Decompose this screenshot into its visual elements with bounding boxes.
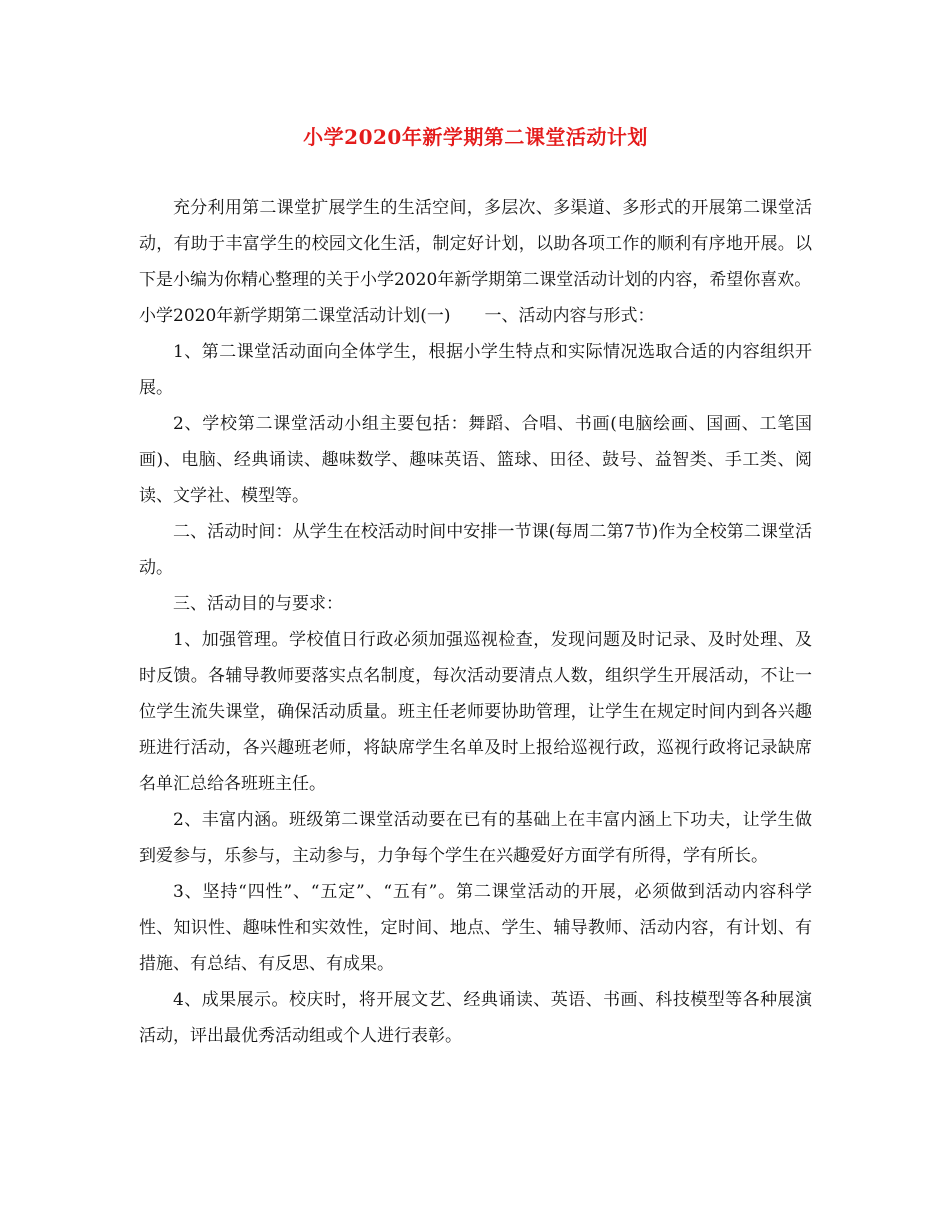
content-item-2: 2、学校第二课堂活动小组主要包括：舞蹈、合唱、书画(电脑绘画、国画、工笔国画)、电脑、经典诵读、趣味数学、趣味英语、篮球、田径、鼓号、益智类、手工类、阅读、文学社、模型等。 (139, 414, 812, 506)
document-title: 小学2020年新学期第二课堂活动计划 (303, 125, 648, 149)
section-two-time: 二、活动时间：从学生在校活动时间中安排一节课(每周二第7节)作为全校第二课堂活动。 (139, 522, 812, 578)
section-one-heading: 一、活动内容与形式： (484, 306, 655, 326)
requirement-item-2: 2、丰富内涵。班级第二课堂活动要在已有的基础上在丰富内涵上下功夫，让学生做到爱参与，乐参与，主动参与，力争每个学生在兴趣爱好方面学有所得，学有所长。 (139, 810, 812, 866)
content-item-1: 1、第二课堂活动面向全体学生，根据小学生特点和实际情况选取合适的内容组织开展。 (139, 342, 812, 398)
requirement-item-3: 3、坚持“四性”、“五定”、“五有”。第二课堂活动的开展，必须做到活动内容科学性、知识性、趣味性和实效性，定时间、地点、学生、辅导教师、活动内容，有计划、有措施、有总结、有反思、有成果。 (139, 882, 812, 974)
requirement-item-1: 1、加强管理。学校值日行政必须加强巡视检查，发现问题及时记录、及时处理、及时反馈。各辅导教师要落实点名制度，每次活动要清点人数，组织学生开展活动，不让一位学生流失课堂，确保活动质量。班主任老师要协助管理，让学生在规定时间内到各兴趣班进行活动，各兴趣班老师，将缺席学生名单及时上报给巡视行政，巡视行政将记录缺席名单汇总给各班班主任。 (139, 630, 812, 794)
plan-heading-line (139, 298, 812, 334)
intro-paragraph: 充分利用第二课堂扩展学生的生活空间，多层次、多渠道、多形式的开展第二课堂活动，有助于丰富学生的校园文化生活，制定好计划，以助各项工作的顺利有序地开展。以下是小编为你精心整理的关于小学2020年新学期第二课堂活动计划的内容，希望你喜欢。 (139, 198, 812, 290)
requirement-item-4: 4、成果展示。校庆时，将开展文艺、经典诵读、英语、书画、科技模型等各种展演活动，评出最优秀活动组或个人进行表彰。 (139, 990, 812, 1046)
section-three-heading: 三、活动目的与要求： (173, 594, 343, 614)
plan-subtitle: 小学2020年新学期第二课堂活动计划(一) (139, 306, 451, 326)
